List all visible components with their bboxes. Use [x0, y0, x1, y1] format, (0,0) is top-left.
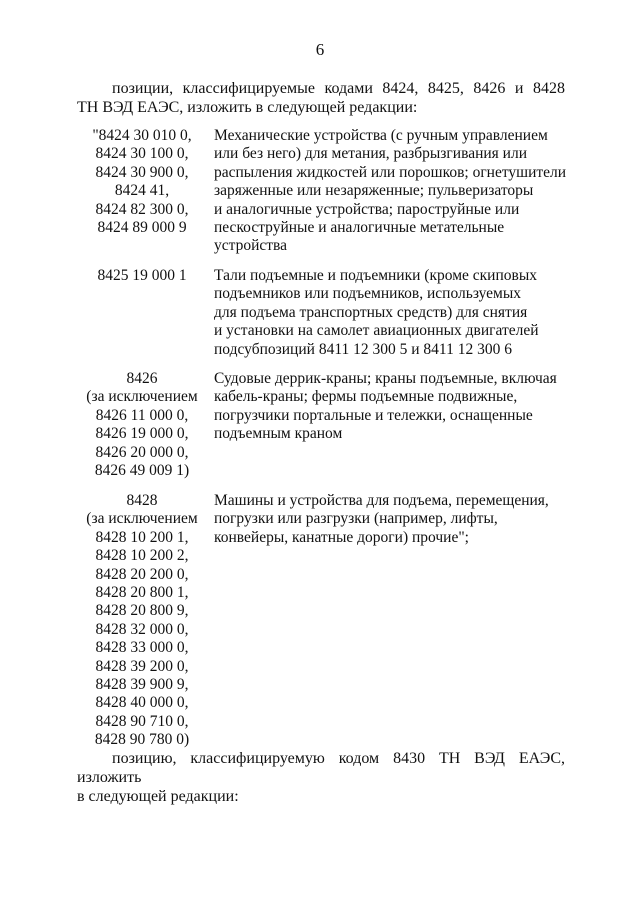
description-cell — [214, 127, 565, 256]
description-cell — [214, 267, 565, 359]
intro-paragraph — [77, 79, 565, 117]
code-line: (за исключением — [86, 388, 198, 406]
outro-line-2: в следующей редакции: — [77, 788, 239, 805]
code-line: "8424 30 010 0, — [92, 127, 192, 144]
code-line: 8424 89 000 9 — [97, 219, 187, 237]
code-cell — [77, 492, 207, 750]
code-line: 8428 90 780 0) — [94, 731, 190, 749]
description-line: кабель-краны; фермы подъемные подвижные, — [214, 388, 518, 406]
code-line: 8428 40 000 0, — [95, 694, 189, 712]
code-line: 8428 39 900 9, — [95, 676, 189, 694]
code-line: 8426 49 009 1) — [94, 462, 190, 480]
code-line: 8426 11 000 0, — [95, 406, 189, 424]
description-line: подъемников или подъемников, используемых — [214, 285, 522, 303]
code-line: 8424 82 300 0, — [95, 200, 189, 218]
outro-line-1: позицию, классифицируемую кодом 8430 ТН ВЭД ЕАЭС, изложить — [77, 750, 565, 786]
code-line: 8428 33 000 0, — [95, 639, 189, 657]
code-line: 8426 19 000 0, — [95, 425, 189, 443]
description-line: и установки на самолет авиационных двигателей — [214, 322, 539, 340]
code-line: 8426 20 000 0, — [95, 443, 189, 461]
code-line: 8428 32 000 0, — [95, 620, 189, 638]
intro-line-2: ТН ВЭД ЕАЭС, изложить в следующей редакции: — [77, 99, 418, 116]
code-line: 8428 20 800 1, — [95, 584, 189, 602]
code-line: 8428 39 200 0, — [95, 657, 189, 675]
code-line: 8424 30 900 0, — [95, 163, 189, 181]
code-line: 8424 41, — [114, 182, 170, 200]
outro-paragraph — [77, 749, 565, 806]
code-line: 8428 10 200 1, — [95, 528, 189, 546]
code-line: 8428 10 200 2, — [95, 547, 189, 565]
code-line: 8428 — [126, 492, 158, 509]
code-cell — [77, 267, 207, 285]
description-line: распыления жидкостей или порошков; огнетушители — [214, 163, 567, 181]
description-line: погрузчики портальные и тележки, оснащенные — [214, 406, 533, 424]
description-line: конвейеры, канатные дороги) прочие"; — [214, 528, 469, 546]
code-line: 8424 30 100 0, — [95, 145, 189, 163]
description-line: пескоструйные и аналогичные метательные — [214, 219, 505, 237]
description-cell — [214, 370, 565, 444]
description-line: Машины и устройства для подъема, перемещения, — [214, 492, 549, 509]
code-line: 8428 90 710 0, — [95, 712, 189, 730]
code-line: 8428 20 200 0, — [95, 565, 189, 583]
description-cell — [214, 492, 565, 547]
code-cell — [77, 370, 207, 480]
description-line: Судовые деррик-краны; краны подъемные, включая — [214, 370, 557, 387]
description-line: для подъема транспортных средств) для снятия — [214, 303, 528, 321]
description-line: или без него) для метания, разбрызгивания или — [214, 145, 527, 163]
description-line: заряженные или незаряженные; пульверизаторы — [214, 182, 534, 200]
page-number: 6 — [315, 40, 325, 59]
code-line: 8426 — [126, 370, 158, 387]
description-line: Тали подъемные и подъемники (кроме скиповых — [214, 267, 537, 284]
code-line: (за исключением — [86, 510, 198, 528]
description-line: подсубпозиций 8411 12 300 5 и 8411 12 300 6 — [214, 340, 512, 358]
description-line: и аналогичные устройства; пароструйные или — [214, 200, 520, 218]
code-line: 8428 20 800 9, — [95, 602, 189, 620]
description-line: Механические устройства (с ручным управлением — [214, 127, 548, 144]
description-line: подъемным краном — [214, 425, 343, 443]
description-line: погрузки или разгрузки (например, лифты, — [214, 510, 498, 528]
code-cell — [77, 127, 207, 237]
description-line: устройства — [214, 237, 288, 255]
intro-line-1: позиции, классифицируемые кодами 8424, 8425, 8426 и 8428 — [112, 80, 565, 97]
code-line: 8425 19 000 1 — [97, 267, 187, 284]
